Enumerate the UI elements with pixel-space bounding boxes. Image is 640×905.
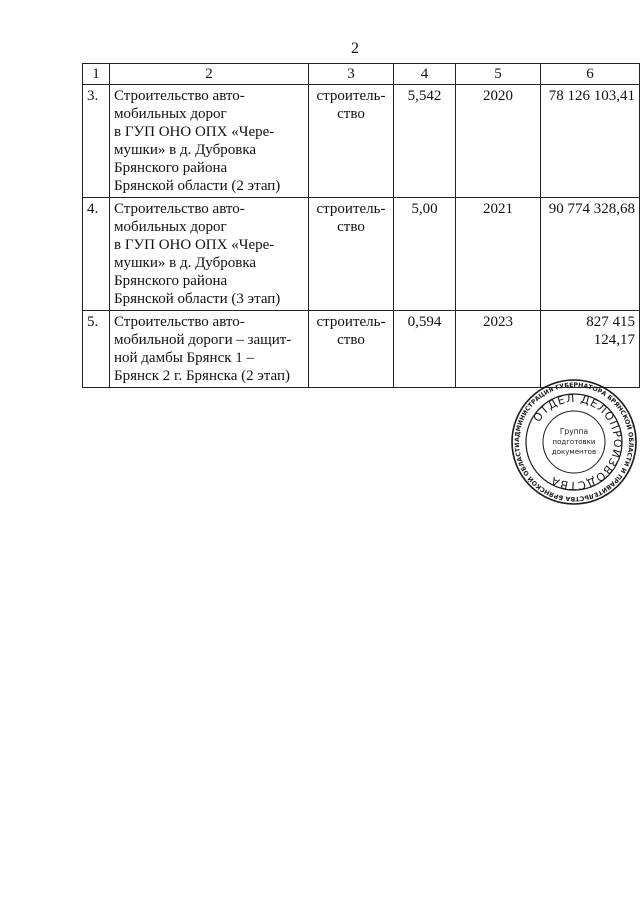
header-cell: 1	[83, 64, 110, 85]
stamp-middle-text: ОТДЕЛ ДЕЛОПРОИЗВОДСТВА	[530, 391, 625, 493]
object-name-line: мобильных дорог	[114, 219, 227, 235]
year-value: 2023	[456, 311, 541, 388]
header-cell: 4	[394, 64, 456, 85]
stamp-seal-icon	[510, 378, 638, 506]
amount-value: 78 126 103,41	[541, 85, 640, 198]
header-cell: 6	[541, 64, 640, 85]
object-name-line: Строительство авто-	[114, 201, 245, 217]
object-name-line: Брянской области (3 этап)	[114, 291, 281, 307]
work-type-line: ство	[337, 106, 365, 122]
table-row	[83, 85, 640, 198]
amount-value: 90 774 328,68	[541, 198, 640, 311]
table-row	[83, 198, 640, 311]
row-number: 5.	[83, 311, 110, 388]
object-name-line: мушки» в д. Дубровка	[114, 142, 257, 158]
object-name-line: Брянского района	[114, 273, 228, 289]
length-value: 0,594	[394, 311, 456, 388]
work-type-line: ство	[337, 332, 365, 348]
year-value: 2021	[456, 198, 541, 311]
stamp-center-line: документов	[551, 448, 597, 456]
object-name	[110, 85, 309, 198]
stamp-outer-text: АДМИНИСТРАЦИЯ ГУБЕРНАТОРА БРЯНСКОЙ ОБЛАСТИ И ПРАВИТЕЛЬСТВА БРЯНСКОЙ ОБЛАСТИ	[513, 381, 635, 503]
objects-table	[82, 63, 640, 388]
object-name-line: мушки» в д. Дубровка	[114, 255, 257, 271]
work-type-line: строитель-	[316, 88, 386, 104]
object-name	[110, 198, 309, 311]
year-value: 2020	[456, 85, 541, 198]
header-cell: 2	[110, 64, 309, 85]
object-name-line: Брянск 2 г. Брянска (2 этап)	[114, 368, 291, 384]
stamp-center-line: Группа	[559, 427, 589, 436]
header-cell: 5	[456, 64, 541, 85]
work-type	[309, 85, 394, 198]
amount-value: 827 415 124,17	[541, 311, 640, 388]
table-header-row	[83, 64, 640, 85]
work-type-line: строитель-	[316, 201, 386, 217]
length-value: 5,00	[394, 198, 456, 311]
object-name-line: мобильной дороги – защит-	[114, 332, 292, 348]
work-type-line: ство	[337, 219, 365, 235]
row-number: 3.	[83, 85, 110, 198]
object-name-line: в ГУП ОНО ОПХ «Чере-	[114, 124, 275, 140]
object-name-line: Строительство авто-	[114, 88, 245, 104]
stamp-center-line: подготовки	[552, 438, 596, 446]
work-type	[309, 198, 394, 311]
page-number: 2	[351, 40, 359, 57]
object-name-line: Строительство авто-	[114, 314, 245, 330]
length-value: 5,542	[394, 85, 456, 198]
row-number: 4.	[83, 198, 110, 311]
official-stamp	[510, 378, 638, 506]
object-name-line: Брянской области (2 этап)	[114, 178, 281, 194]
object-name-line: в ГУП ОНО ОПХ «Чере-	[114, 237, 275, 253]
object-name-line: Брянского района	[114, 160, 228, 176]
object-name	[110, 311, 309, 388]
object-name-line: мобильных дорог	[114, 106, 227, 122]
table-row	[83, 311, 640, 388]
work-type-line: строитель-	[316, 314, 386, 330]
work-type	[309, 311, 394, 388]
object-name-line: ной дамбы Брянск 1 –	[114, 350, 255, 366]
header-cell: 3	[309, 64, 394, 85]
